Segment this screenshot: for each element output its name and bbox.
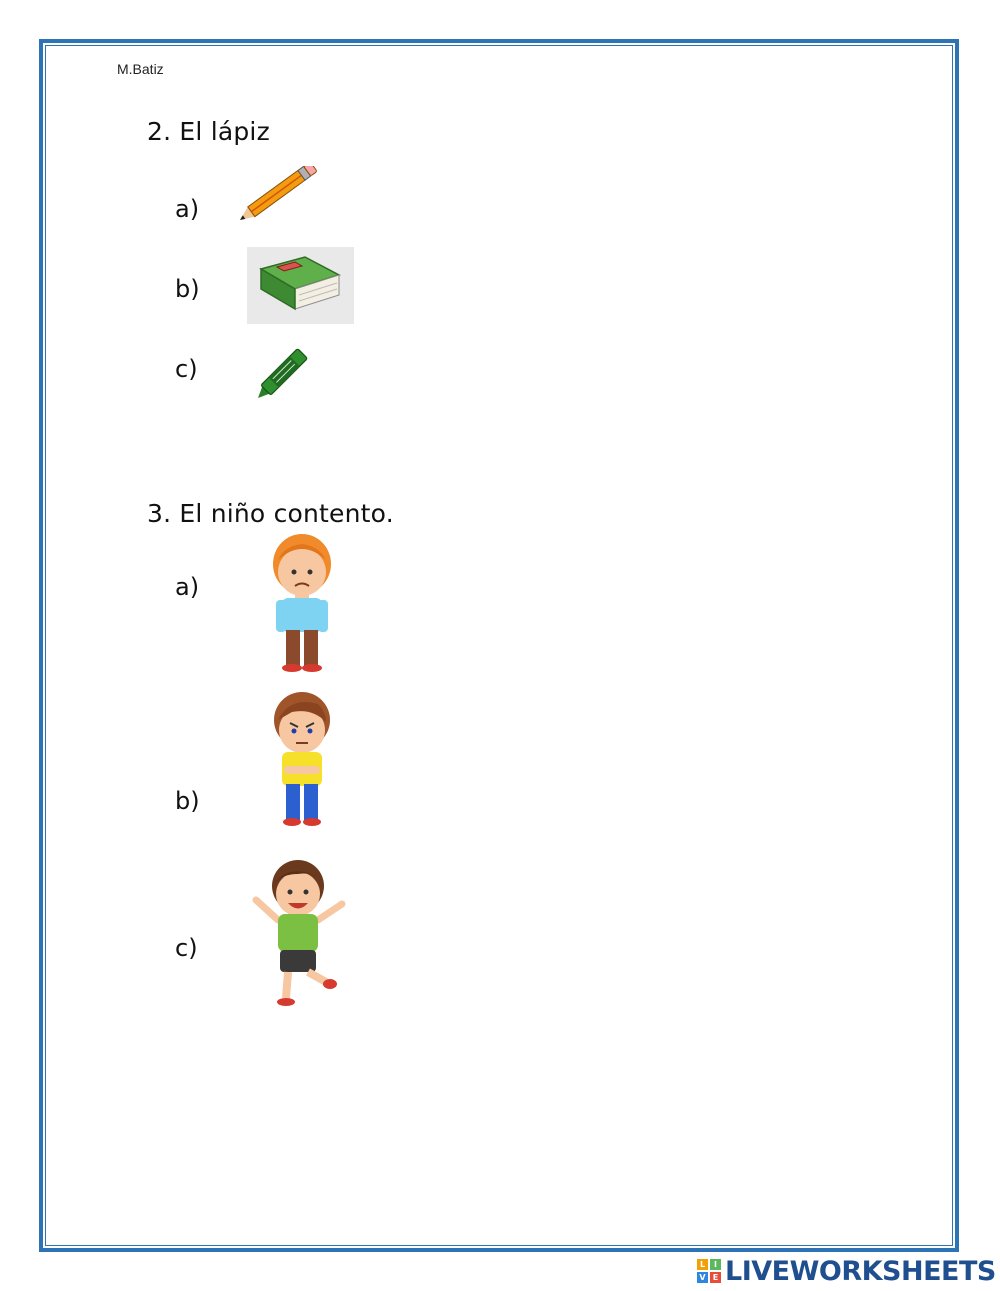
author-name: M.Batiz [117,61,164,77]
page-border-inner [45,45,953,1246]
question-2-title: 2. El lápiz [147,117,270,146]
logo-letter-i: I [710,1259,721,1270]
question-3-option-a-label: a) [175,573,200,601]
liveworksheets-logo [697,1255,996,1287]
question-3-option-c-label: c) [175,934,198,962]
angry-boy-icon[interactable] [262,690,338,832]
question-3-title: 3. El niño contento. [147,499,394,528]
logo-text: LIVEWORKSHEETS [725,1255,996,1287]
logo-letter-l: L [697,1259,708,1270]
sad-boy-icon[interactable] [264,532,340,674]
question-3-option-b-label: b) [175,787,200,815]
happy-boy-icon[interactable] [250,856,350,1014]
question-2-option-a-label: a) [175,195,200,223]
logo-letter-e: E [710,1272,721,1283]
logo-letter-blocks [697,1259,721,1283]
crayon-icon[interactable] [252,344,312,404]
question-2-option-c-label: c) [175,355,198,383]
question-2-option-b-label: b) [175,275,200,303]
pencil-icon[interactable] [234,166,318,226]
book-icon[interactable] [247,247,354,324]
logo-letter-v: V [697,1272,708,1283]
